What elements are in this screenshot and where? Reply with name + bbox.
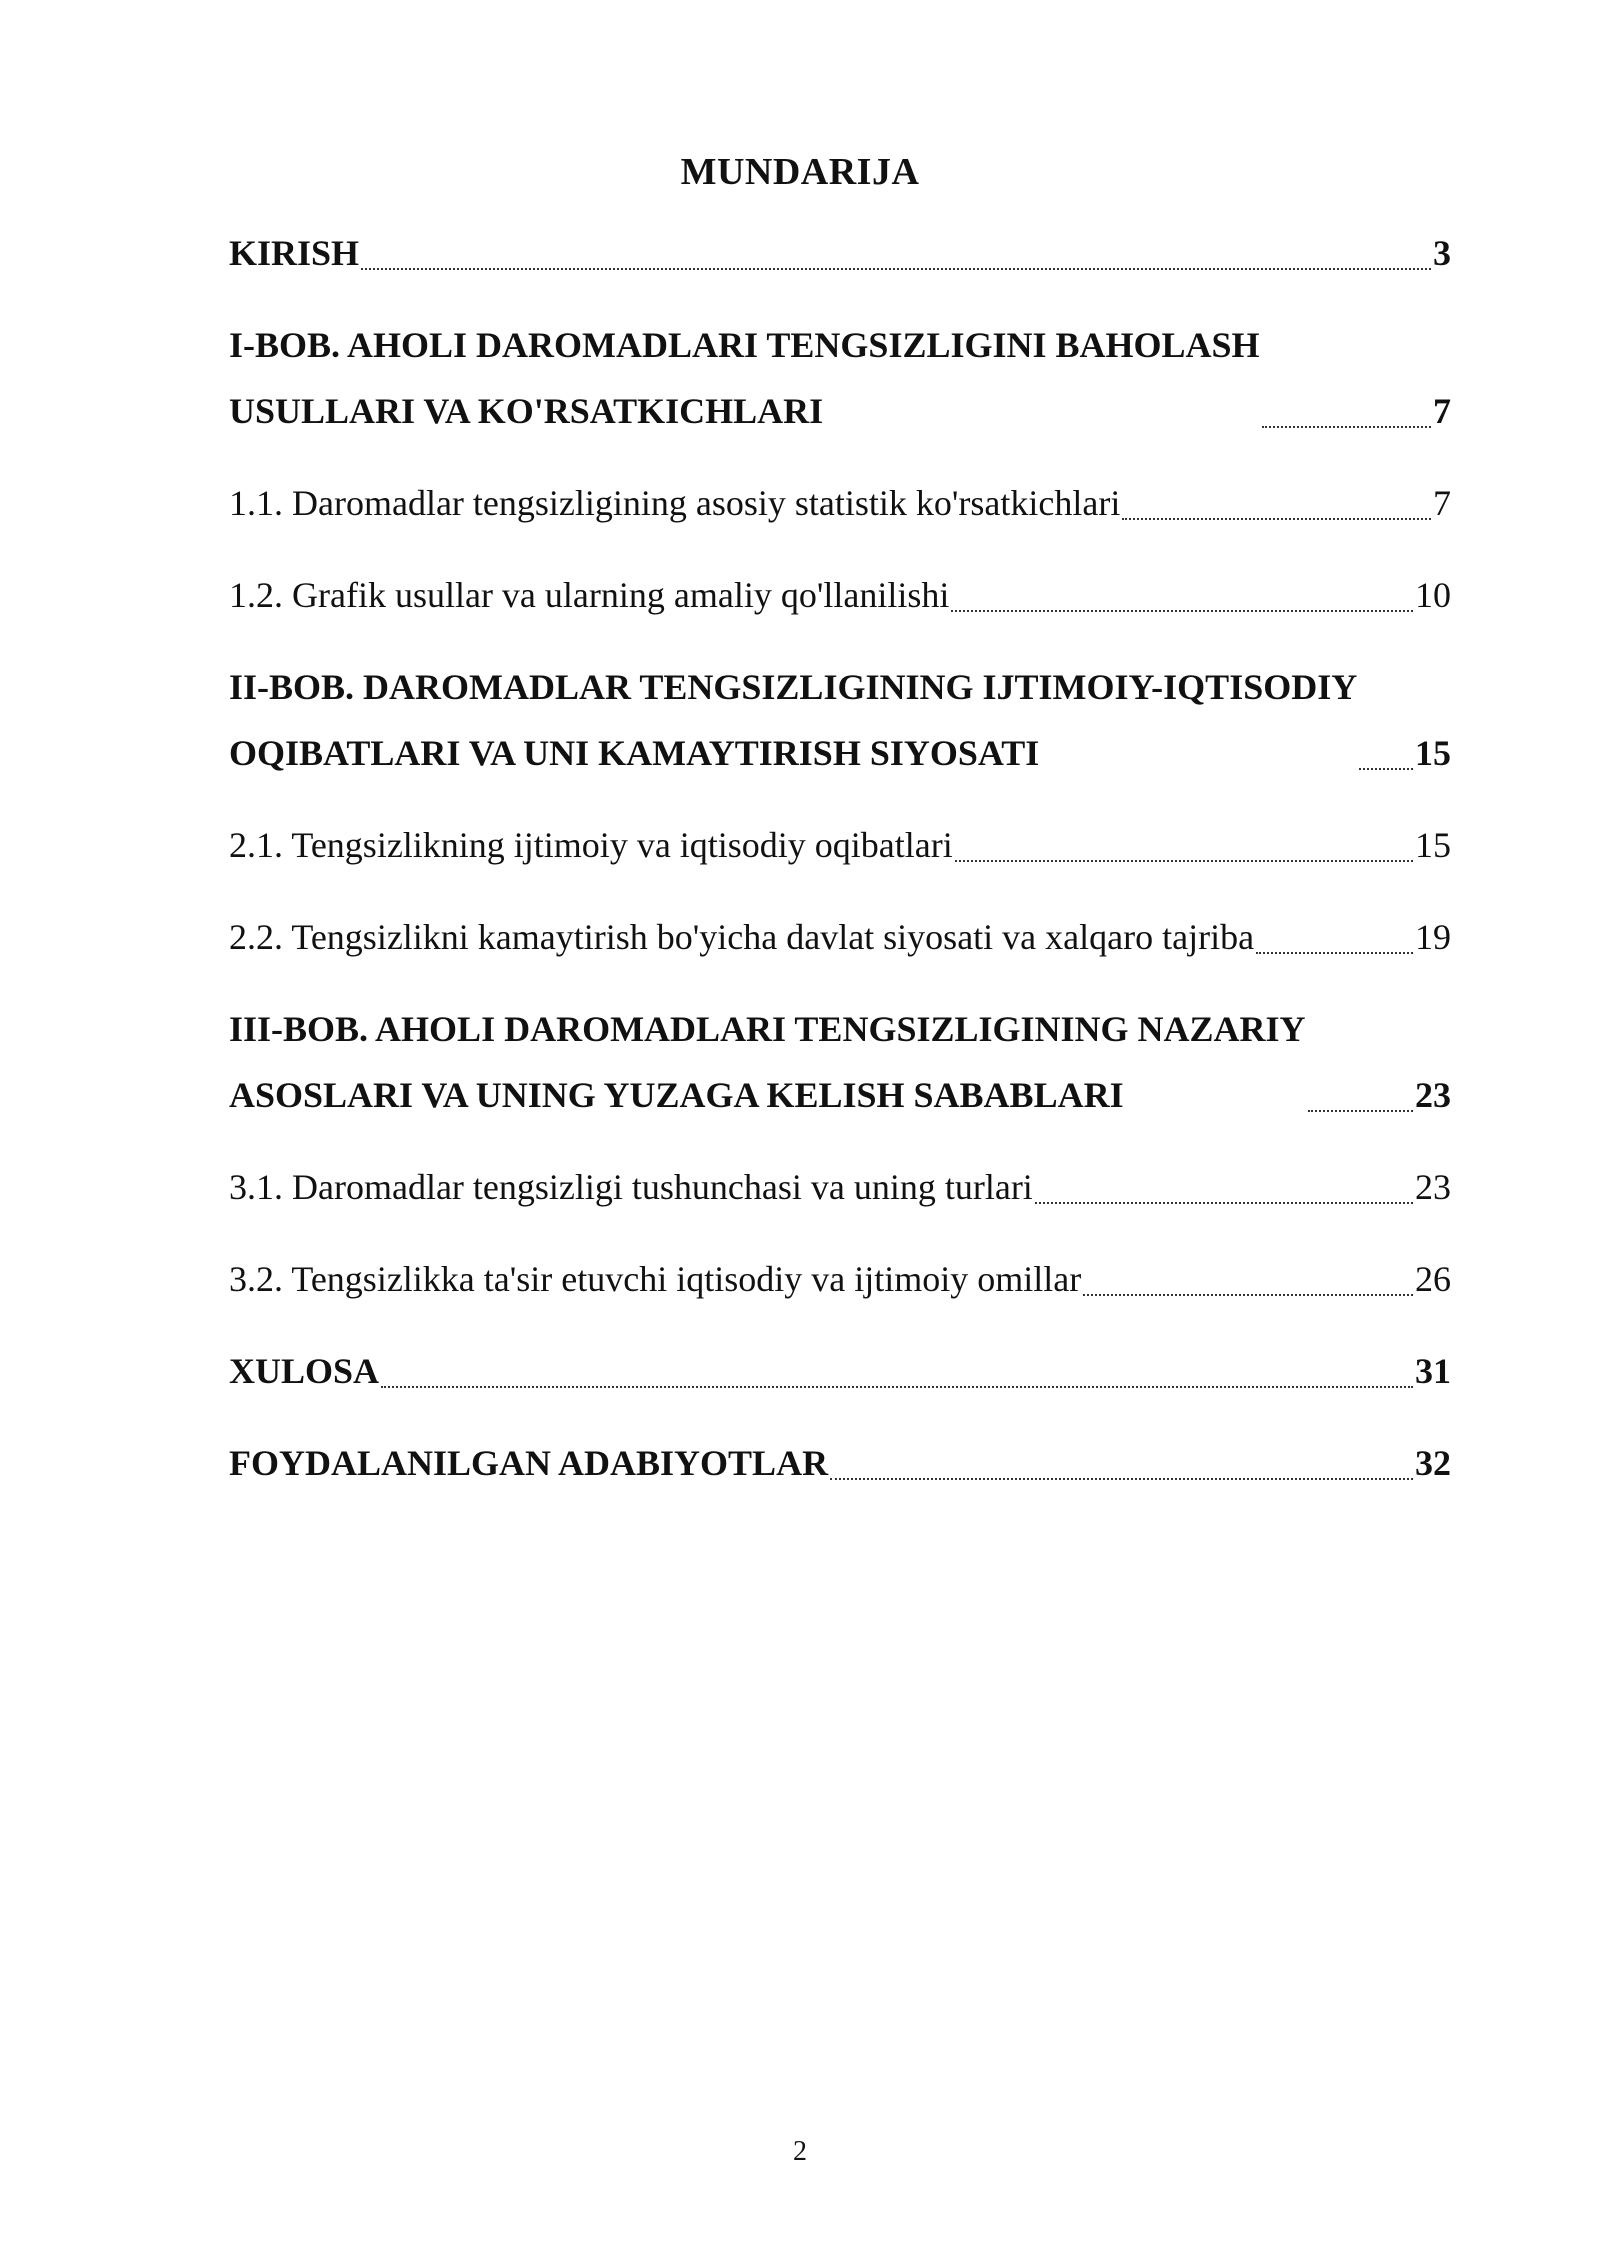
dot-leader (951, 610, 1413, 612)
toc-entry-title: 1.2. Grafik usullar va ularning amaliy qo'llanilishi (229, 575, 950, 615)
toc-entry-title-line2: ASOSLARI VA UNING YUZAGA KELISH SABABLARI (229, 1075, 1124, 1115)
dot-leader (1083, 1294, 1413, 1296)
dot-leader (361, 268, 1431, 270)
toc-entry-page: 23 (1415, 1167, 1451, 1207)
page-number: 2 (793, 2136, 807, 2167)
toc-entry-chapter-3[interactable] (229, 996, 1451, 1128)
toc-entry-page: 19 (1415, 917, 1451, 957)
toc-entry-page: 15 (1415, 825, 1451, 865)
toc-entry-section-2-1[interactable] (229, 812, 1451, 878)
toc-entry-section-1-1[interactable] (229, 470, 1451, 536)
toc-entry-page: 7 (1433, 391, 1451, 431)
toc-entry-title-line2: OQIBATLARI VA UNI KAMAYTIRISH SIYOSATI (229, 733, 1040, 773)
toc-entry-section-2-2[interactable] (229, 904, 1451, 970)
dot-leader (381, 1386, 1413, 1388)
toc-entry-section-3-1[interactable] (229, 1154, 1451, 1220)
toc-entry-adabiyotlar[interactable] (229, 1430, 1451, 1496)
toc-entry-title-line1: I-BOB. AHOLI DAROMADLARI TENGSIZLIGINI BAHOLASH (229, 325, 1260, 365)
toc-entry-title (229, 996, 1306, 1128)
toc-entry-page: 31 (1415, 1351, 1451, 1391)
toc-entry-page: 3 (1433, 233, 1451, 273)
toc-entry-title: 2.2. Tengsizlikni kamaytirish bo'yicha davlat siyosati va xalqaro tajriba (229, 917, 1255, 957)
toc-entry-section-3-2[interactable] (229, 1246, 1451, 1312)
toc-entry-page: 23 (1415, 1075, 1451, 1115)
dot-leader (1035, 1202, 1413, 1204)
toc-entry-page: 26 (1415, 1259, 1451, 1299)
toc-entry-chapter-1[interactable] (229, 312, 1451, 444)
toc-entry-title: 2.1. Tengsizlikning ijtimoiy va iqtisodiy oqibatlari (229, 825, 953, 865)
toc-entry-section-1-2[interactable] (229, 562, 1451, 628)
toc-entry-title: FOYDALANILGAN ADABIYOTLAR (229, 1443, 829, 1483)
toc-title: MUNDARIJA (680, 151, 920, 193)
toc-entry-page: 10 (1415, 575, 1451, 615)
toc-entry-xulosa[interactable] (229, 1338, 1451, 1404)
dot-leader (955, 860, 1413, 862)
toc-entry-title: KIRISH (229, 233, 360, 273)
toc-entry-title (229, 654, 1357, 786)
toc-entry-kirish[interactable] (229, 220, 1451, 286)
toc-entry-page: 15 (1415, 733, 1451, 773)
toc-entry-page: 7 (1433, 483, 1451, 523)
dot-leader (1256, 952, 1413, 954)
toc-entry-chapter-2[interactable] (229, 654, 1451, 786)
toc-entry-title-line1: II-BOB. DAROMADLAR TENGSIZLIGINING IJTIMOIY-IQTISODIY (229, 667, 1358, 707)
toc-entry-title: 3.1. Daromadlar tengsizligi tushunchasi va uning turlari (229, 1167, 1033, 1207)
toc-entry-title-line2: USULLARI VA KO'RSATKICHLARI (229, 391, 824, 431)
dot-leader (1262, 426, 1431, 428)
dot-leader (1359, 768, 1413, 770)
toc-entry-page: 32 (1415, 1443, 1451, 1483)
toc-entry-title (229, 312, 1260, 444)
toc-entry-title: XULOSA (229, 1351, 380, 1391)
dot-leader (1308, 1110, 1413, 1112)
toc-entry-title: 3.2. Tengsizlikka ta'sir etuvchi iqtisodiy va ijtimoiy omillar (229, 1259, 1082, 1299)
table-of-contents (229, 220, 1451, 1496)
dot-leader (1122, 518, 1431, 520)
dot-leader (830, 1478, 1413, 1480)
toc-entry-title: 1.1. Daromadlar tengsizligining asosiy statistik ko'rsatkichlari (229, 483, 1121, 523)
toc-entry-title-line1: III-BOB. AHOLI DAROMADLARI TENGSIZLIGINING NAZARIY (229, 1009, 1306, 1049)
